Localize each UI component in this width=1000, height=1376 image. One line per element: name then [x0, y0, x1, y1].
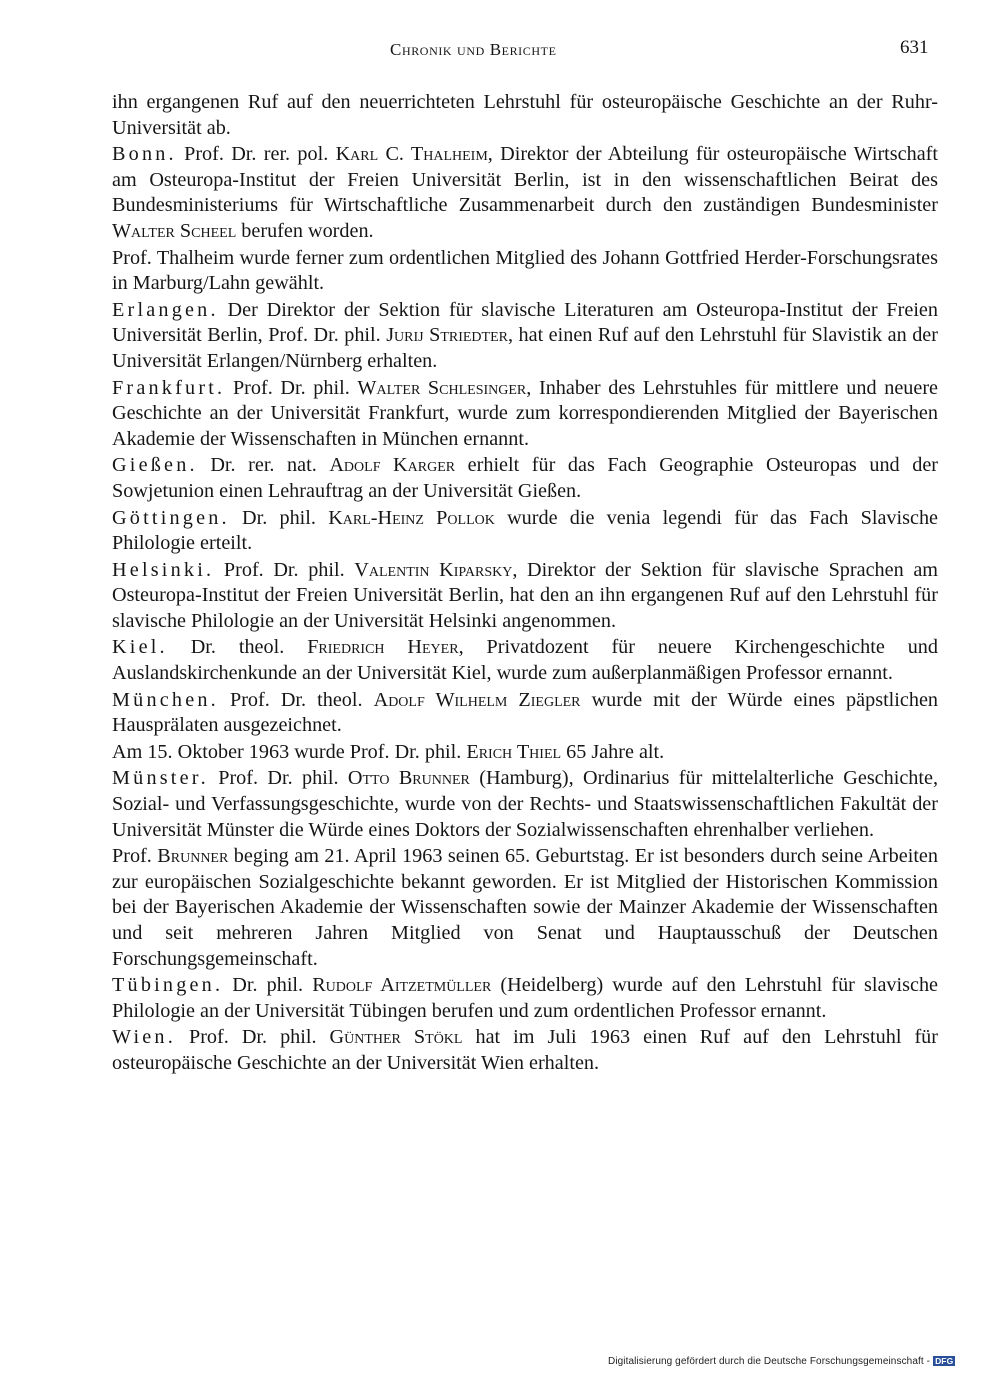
person-name: Karl C. Thalheim	[335, 143, 488, 166]
paragraph-muenster: Münster. Prof. Dr. phil. Otto Brunner (Hamburg), Ordinarius für mittelalterliche Geschichte, Sozial- und Verfassungsgeschichte, wurde von der Rechts- und Staatswissenschaftlichen Fakultät der Universität Münster die Würde eines Doktors der Sozialwissenschaften ehrenhalber verliehen.	[112, 767, 939, 841]
dfg-logo: DFG	[935, 1356, 954, 1366]
city-heading: Bonn.	[112, 143, 177, 166]
person-name: Rudolf Aitzetmüller	[312, 974, 492, 997]
paragraph-kiel: Kiel. Dr. theol. Friedrich Heyer, Privatdozent für neuere Kirchengeschichte und Auslandskirchenkunde an der Universität Kiel, wurde zum außerplanmäßigen Professor ernannt.	[112, 636, 938, 685]
paragraph-wien: Wien. Prof. Dr. phil. Günther Stökl hat im Juli 1963 einen Ruf auf den Lehrstuhl für osteuropäische Geschichte an der Universität Wien erhalten.	[112, 1026, 938, 1074]
paragraph-frankfurt: Frankfurt. Prof. Dr. phil. Walter Schlesinger, Inhaber des Lehrstuhles für mittlere und neuere Geschichte an der Universität Frankfurt, wurde zum korrespondierenden Mitglied der Bayerischen Akademie der Wissenschaften in München ernannt.	[112, 376, 939, 450]
article-body	[112, 90, 938, 1078]
paragraph-giessen: Gießen. Dr. rer. nat. Adolf Karger erhielt für das Fach Geographie Osteuropas und der Sowjetunion einen Lehrauftrag an der Universität Gießen.	[112, 454, 939, 502]
paragraph-goettingen: Göttingen. Dr. phil. Karl-Heinz Pollok wurde die venia legendi für das Fach Slavische Philologie erteilt.	[112, 506, 939, 555]
city-heading: Helsinki.	[112, 558, 215, 581]
city-heading: Frankfurt.	[112, 376, 226, 399]
person-name: Adolf Karger	[329, 454, 456, 477]
paragraph-erlangen: Erlangen. Der Direktor der Sektion für slavische Literaturen am Osteuropa-Institut der Freien Universität Berlin, Prof. Dr. phil. Jurij Striedter, hat einen Ruf auf den Lehrstuhl für Slavistik an der Universität Erlangen/Nürnberg erhalten.	[112, 298, 938, 372]
city-heading: München.	[112, 688, 219, 711]
person-name: Walter Scheel	[112, 219, 237, 242]
person-name: Otto Brunner	[347, 767, 470, 790]
person-name: Erich Thiel	[466, 740, 562, 763]
city-heading: Münster.	[112, 767, 209, 790]
running-title: Chronik und Berichte	[390, 40, 557, 59]
person-name: Adolf Wilhelm Ziegler	[373, 688, 581, 711]
paragraph: ihn ergangenen Ruf auf den neuerrichteten Lehrstuhl für osteuropäische Geschichte an der Ruhr-Universität ab.	[112, 91, 938, 139]
paragraph-muenchen: München. Prof. Dr. theol. Adolf Wilhelm Ziegler wurde mit der Würde eines päpstlichen Hausprälaten ausgezeichnet.	[112, 688, 938, 737]
paragraph-helsinki: Helsinki. Prof. Dr. phil. Valentin Kiparsky, Direktor der Sektion für slavische Sprachen am Osteuropa-Institut der Freien Universität Berlin, hat den an ihn ergangenen Ruf auf den Lehrstuhl für slavische Philologie an der Universität Helsinki angenommen.	[112, 558, 938, 632]
digitization-footer	[608, 1356, 955, 1367]
paragraph: Am 15. Oktober 1963 wurde Prof. Dr. phil. Erich Thiel 65 Jahre alt.	[112, 740, 665, 763]
paragraph: Prof. Brunner beging am 21. April 1963 seinen 65. Geburtstag. Er ist besonders durch seine Arbeiten zur europäischen Sozialgeschichte bekannt geworden. Er ist Mitglied der Historischen Kommission bei der Bayerischen Akademie der Wissenschaften sowie der Mainzer Akademie der Wissenschaften und seit mehreren Jahren Mitglied von Senat und Hauptausschuß der Deutschen Forschungsgemeinschaft.	[112, 845, 938, 970]
person-name: Günther Stökl	[329, 1026, 463, 1049]
footer-text: Digitalisierung gefördert durch die Deutsche Forschungsgemeinschaft -	[608, 1356, 931, 1367]
page-number: 631	[900, 37, 929, 58]
person-name: Valentin Kiparsky	[354, 558, 513, 581]
city-heading: Erlangen.	[112, 298, 219, 321]
person-name: Jurij Striedter	[386, 324, 508, 347]
city-heading: Göttingen.	[112, 506, 230, 529]
person-name: Walter Schlesinger	[357, 376, 527, 399]
person-name: Karl-Heinz Pollok	[328, 506, 495, 529]
city-heading: Gießen.	[112, 454, 198, 477]
running-header	[0, 36, 1000, 66]
person-name: Friedrich Heyer	[307, 636, 459, 659]
person-name: Brunner	[157, 845, 229, 868]
city-heading: Tübingen.	[112, 974, 224, 997]
city-heading: Kiel.	[112, 636, 168, 659]
paragraph-bonn: Bonn. Prof. Dr. rer. pol. Karl C. Thalheim, Direktor der Abteilung für osteuropäische Wirtschaft am Osteuropa-Institut der Freien Universität Berlin, ist in den wissenschaftlichen Beirat des Bundesministeriums für Wirtschaftliche Zusammenarbeit durch den zuständigen Bundesminister Walter Scheel berufen worden.	[112, 143, 938, 242]
paragraph: Prof. Thalheim wurde ferner zum ordentlichen Mitglied des Johann Gottfried Herder-Forschungsrates in Marburg/Lahn gewählt.	[112, 246, 938, 295]
paragraph-tuebingen: Tübingen. Dr. phil. Rudolf Aitzetmüller (Heidelberg) wurde auf den Lehrstuhl für slavische Philologie an der Universität Tübingen berufen und zum ordentlichen Professor ernannt.	[112, 974, 938, 1022]
city-heading: Wien.	[112, 1026, 176, 1049]
